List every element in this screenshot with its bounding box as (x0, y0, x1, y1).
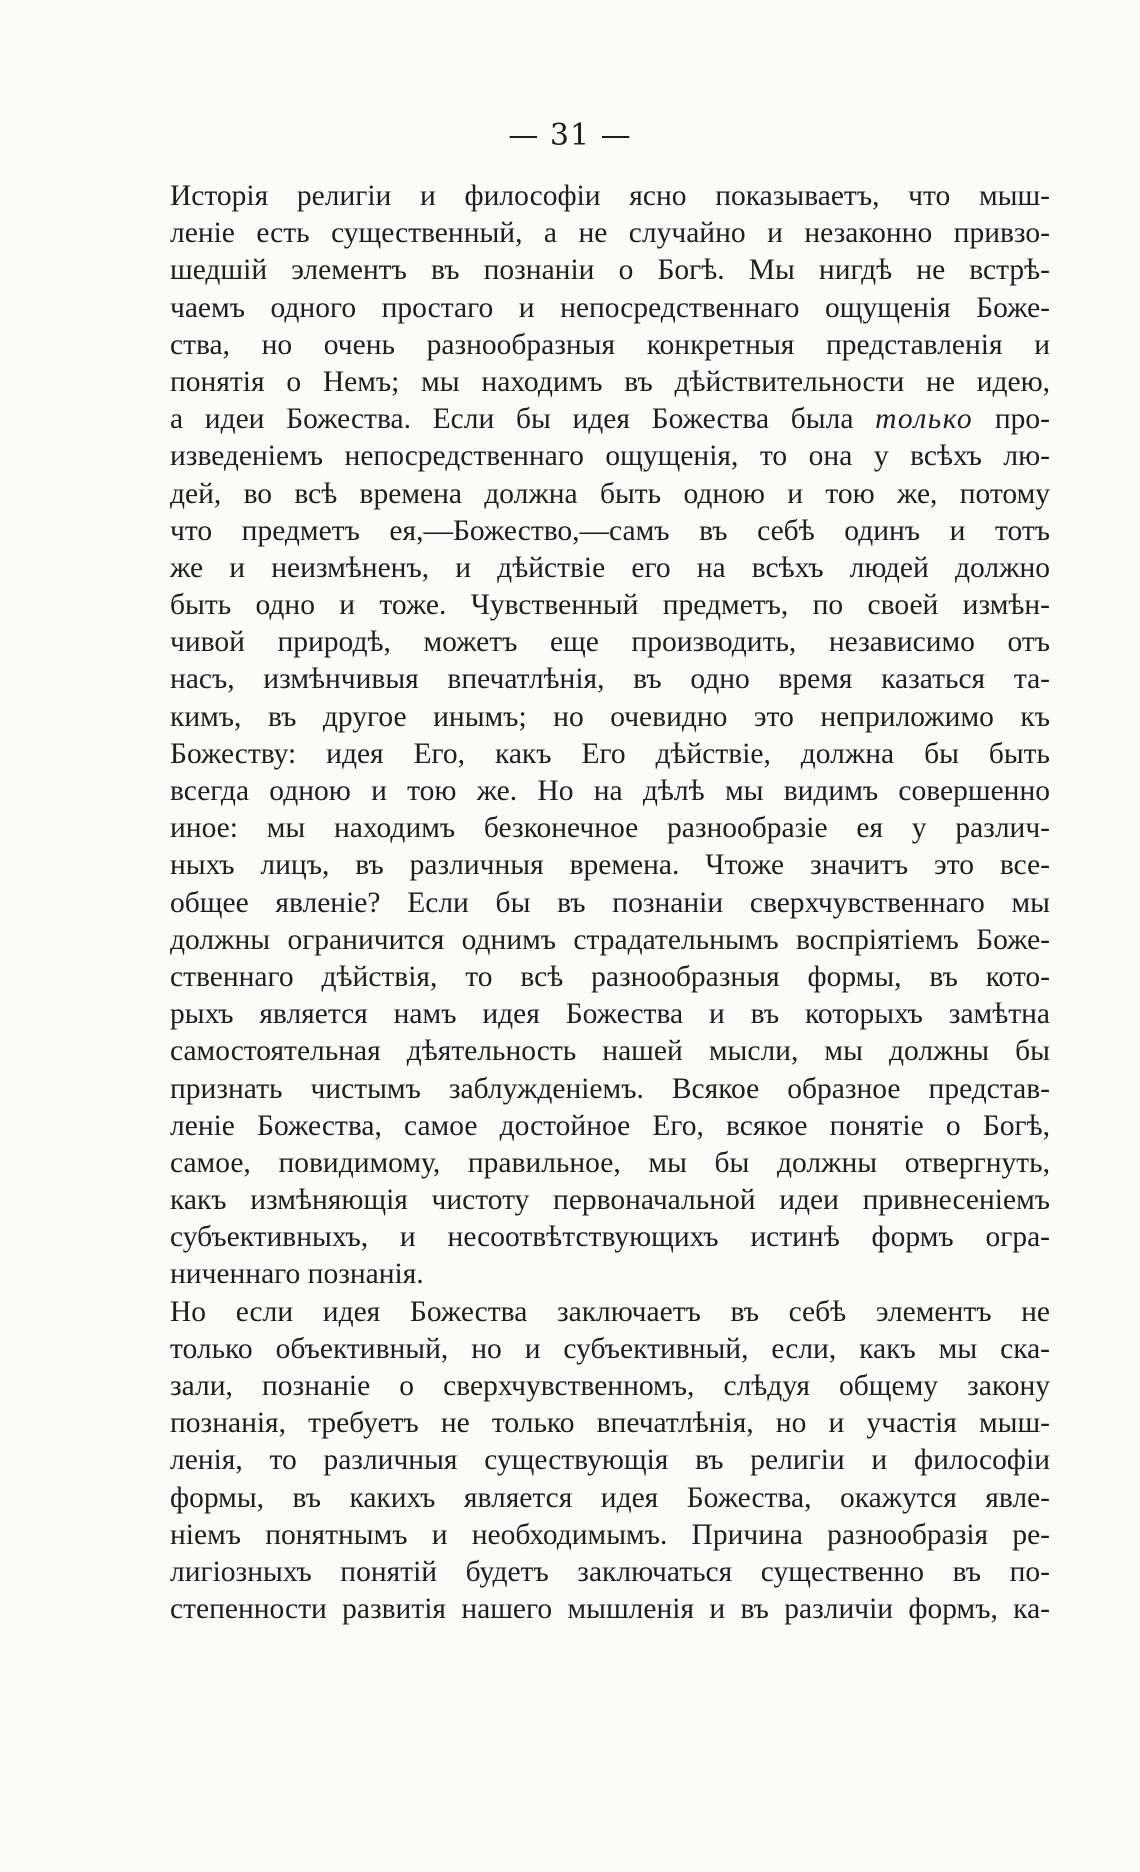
paragraph-2-line-8: лигіозныхъ понятій будетъ заключаться существенно въ по- (170, 1555, 1050, 1588)
paragraph-1-line-10: что предметъ ея,—Божество,—самъ въ себѣ одинъ и тотъ (170, 514, 1050, 547)
paragraph-1-line-20: общее явленіе? Если бы въ познаніи сверхчувственнаго мы (170, 886, 1050, 919)
paragraph-1-line-2: леніе есть существенный, а не случайно и незаконно привзо- (170, 217, 1050, 250)
paragraph-1-line-7-tail: про- (973, 403, 1050, 436)
paragraph-1-line-3: шедшій элементъ въ познаніи о Богѣ. Мы нигдѣ не встрѣ- (170, 254, 1050, 287)
paragraph-1-line-14: насъ, измѣнчивыя впечатлѣнія, въ одно время казаться та- (170, 663, 1050, 696)
paragraph-1-line-23: рыхъ является намъ идея Божества и въ которыхъ замѣтна (170, 998, 1050, 1031)
paragraph-1-line-16: Божеству: идея Его, какъ Его дѣйствіе, должна бы быть (170, 737, 1050, 770)
paragraph-1-line-27: самое, повидимому, правильное, мы бы должны отвергнуть, (170, 1146, 1050, 1179)
paragraph-1-line-13: чивой природѣ, можетъ еще производить, независимо отъ (170, 626, 1050, 659)
paragraph-1-line-28: какъ измѣняющія чистоту первоначальной идеи привнесеніемъ (170, 1184, 1050, 1217)
paragraph-1 (170, 178, 1050, 1294)
paragraph-1-line-26: леніе Божества, самое достойное Его, всякое понятіе о Богѣ, (170, 1109, 1050, 1142)
paragraph-1-line-25: признать чистымъ заблужденіемъ. Всякое образное представ- (170, 1072, 1050, 1105)
paragraph-1-line-22: ственнаго дѣйствія, то всѣ разнообразныя формы, въ кото- (170, 960, 1050, 993)
paragraph-1-line-19: ныхъ лицъ, въ различныя времена. Чтоже значитъ это все- (170, 849, 1050, 882)
paragraph-1-line-1: Исторія религіи и философіи ясно показываетъ, что мыш- (170, 180, 1050, 212)
paragraph-1-line-7-head: а идеи Божества. Если бы идея Божества была (170, 403, 876, 436)
paragraph-1-line-8: изведеніемъ непосредственнаго ощущенія, то она у всѣхъ лю- (170, 440, 1050, 473)
paragraph-1-line-4: чаемъ одного простаго и непосредственнаго ощущенія Боже- (170, 291, 1050, 324)
paragraph-2-line-9: степенности развитія нашего мышленія и въ различіи формъ, ка- (170, 1593, 1050, 1626)
paragraph-2-line-6: формы, въ какихъ является идея Божества, окажутся явле- (170, 1481, 1050, 1514)
paragraph-1-line-6: понятія о Немъ; мы находимъ въ дѣйствительности не идею, (170, 365, 1050, 398)
paragraph-2-line-3: зали, познаніе о сверхчувственномъ, слѣдуя общему закону (170, 1370, 1050, 1402)
paragraph-1-line-17: всегда одною и тою же. Но на дѣлѣ мы видимъ совершенно (170, 775, 1050, 807)
paragraph-1-line-11: же и неизмѣненъ, и дѣйствіе его на всѣхъ людей должно (170, 551, 1050, 584)
paragraph-1-line-18: иное: мы находимъ безконечное разнообразіе ея у различ- (170, 812, 1050, 845)
paragraph-2-line-1: Но если идея Божества заключаетъ въ себѣ элементъ не (170, 1295, 1050, 1328)
paragraph-1-line-21: должны ограничится однимъ страдательнымъ воспріятіемъ Боже- (170, 923, 1050, 956)
paragraph-2 (170, 1294, 1050, 1629)
paragraph-1-line-29: субъективныхъ, и несоотвѣтствующихъ истинѣ формъ огра- (170, 1221, 1050, 1254)
paragraph-1-line-30: ниченнаго познанія. (170, 1258, 424, 1291)
page-number: — 31 — (508, 118, 632, 153)
paragraph-1-line-9: дей, во всѣ времена должна быть одною и тою же, потому (170, 477, 1050, 510)
emphasized-word: только (875, 403, 974, 436)
paragraph-1-line-7 (170, 401, 1050, 438)
paragraph-1-line-15: кимъ, въ другое инымъ; но очевидно это неприложимо къ (170, 700, 1050, 733)
paragraph-2-line-4: познанія, требуетъ не только впечатлѣнія, но и участія мыш- (170, 1407, 1050, 1440)
paragraph-1-line-24: самостоятельная дѣятельность нашей мысли, мы должны бы (170, 1035, 1050, 1068)
paragraph-2-line-5: ленія, то различныя существующія въ религіи и философіи (170, 1444, 1050, 1477)
page-body (170, 178, 1050, 1628)
paragraph-1-line-5: ства, но очень разнообразныя конкретныя представленія и (170, 328, 1050, 361)
paragraph-1-line-12: быть одно и тоже. Чувственный предметъ, по своей измѣн- (170, 589, 1050, 622)
paragraph-2-line-2: только объективный, но и субъективный, если, какъ мы ска- (170, 1332, 1050, 1365)
paragraph-2-line-7: ніемъ понятнымъ и необходимымъ. Причина разнообразія ре- (170, 1518, 1050, 1551)
